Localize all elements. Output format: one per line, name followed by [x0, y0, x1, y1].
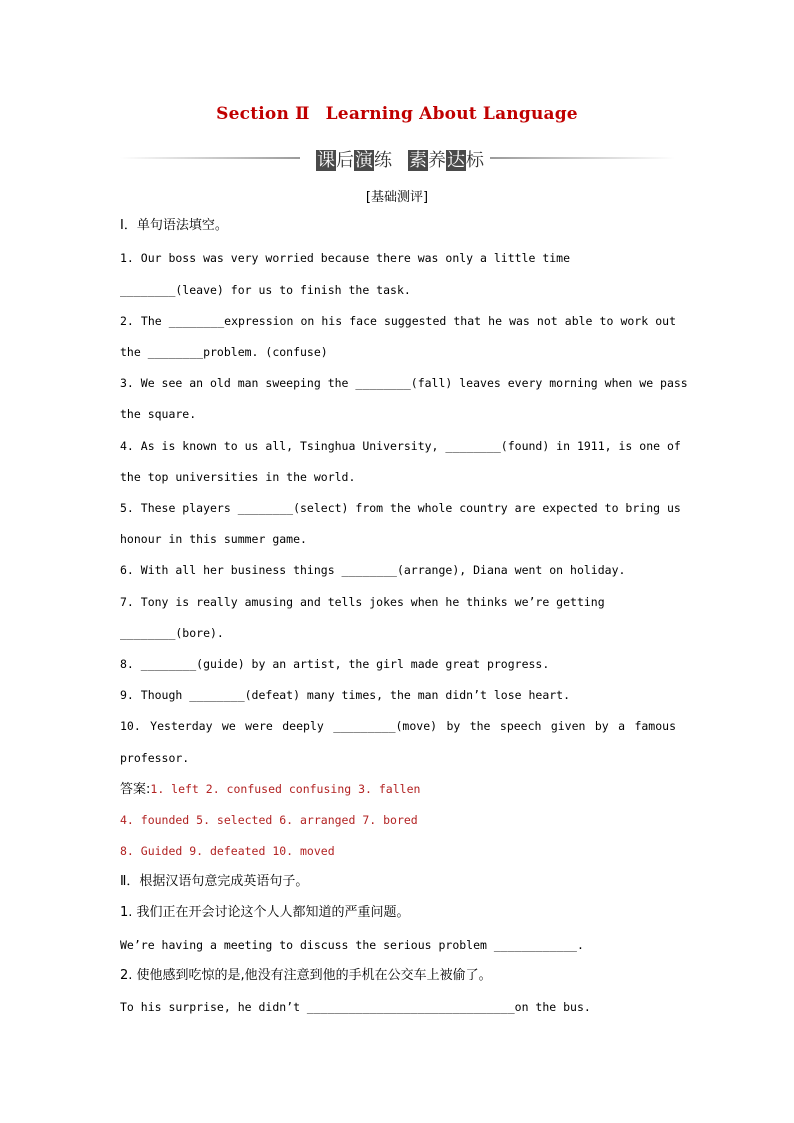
question-line: 8. ________(guide) by an artist, the girl made great progress. [120, 657, 550, 671]
banner-char: 演 [355, 150, 373, 171]
banner-divider-left [120, 157, 300, 159]
translation-prompt: 1. 我们正在开会讨论这个人人都知道的严重问题。 [120, 905, 410, 920]
translation-prompt: 2. 使他感到吃惊的是,他没有注意到他的手机在公交车上被偷了。 [120, 968, 492, 983]
question-line: 7. Tony is really amusing and tells jokes when he thinks we’re getting [120, 595, 605, 609]
banner-divider-right [490, 157, 675, 159]
part2-heading: Ⅱ．根据汉语句意完成英语句子。 [120, 874, 309, 889]
banner-char: 后 [336, 150, 354, 171]
question-line: 5. These players ________(select) from the whole country are expected to bring us [120, 501, 681, 515]
answer-text: 1. left 2. confused confusing 3. fallen [150, 782, 421, 796]
banner-char: 达 [447, 150, 465, 171]
question-line: 2. The ________expression on his face suggested that he was not able to work out [120, 314, 676, 328]
question-line: 4. As is known to us all, Tsinghua University, ________(found) in 1911, is one of [120, 439, 681, 453]
banner-char: 养 [428, 150, 446, 171]
translation-line: We’re having a meeting to discuss the serious problem ____________. [120, 938, 584, 952]
banner-char: 素 [409, 150, 427, 171]
banner-char: 标 [466, 150, 484, 171]
question-line: the top universities in the world. [120, 470, 356, 484]
answer-line [120, 781, 676, 798]
answer-text: 4. founded 5. selected 6. arranged 7. bored [120, 813, 418, 827]
question-line: 9. Though ________(defeat) many times, the man didn’t lose heart. [120, 688, 571, 702]
question-line: ________(leave) for us to finish the task. [120, 283, 411, 297]
section-title [0, 104, 794, 124]
banner-char: 练 [374, 150, 392, 171]
answer-text: 8. Guided 9. defeated 10. moved [120, 844, 335, 858]
answer-label: 答案: [120, 782, 151, 797]
question-line: the ________problem. (confuse) [120, 345, 328, 359]
practice-banner [120, 146, 675, 172]
assessment-label: [基础测评] [365, 190, 429, 205]
question-line: 10. Yesterday we were deeply _________(move) by the speech given by a famous [120, 719, 676, 733]
question-line: 1. Our boss was very worried because there was only a little time [120, 251, 571, 265]
question-line: the square. [120, 407, 197, 421]
question-line: 6. With all her business things ________(arrange), Diana went on holiday. [120, 563, 626, 577]
part1-heading: Ⅰ．单句语法填空。 [120, 218, 228, 233]
section-number: Section Ⅱ [216, 104, 310, 124]
question-line: professor. [120, 751, 190, 765]
translation-line: To his surprise, he didn’t ______________________________on the bus. [120, 1000, 591, 1014]
question-line: ________(bore). [120, 626, 224, 640]
question-line: 3. We see an old man sweeping the ________(fall) leaves every morning when we pass [120, 376, 688, 390]
question-line: honour in this summer game. [120, 532, 307, 546]
banner-char: 课 [317, 150, 335, 171]
section-name: Learning About Language [325, 104, 578, 124]
banner-text [310, 146, 490, 172]
